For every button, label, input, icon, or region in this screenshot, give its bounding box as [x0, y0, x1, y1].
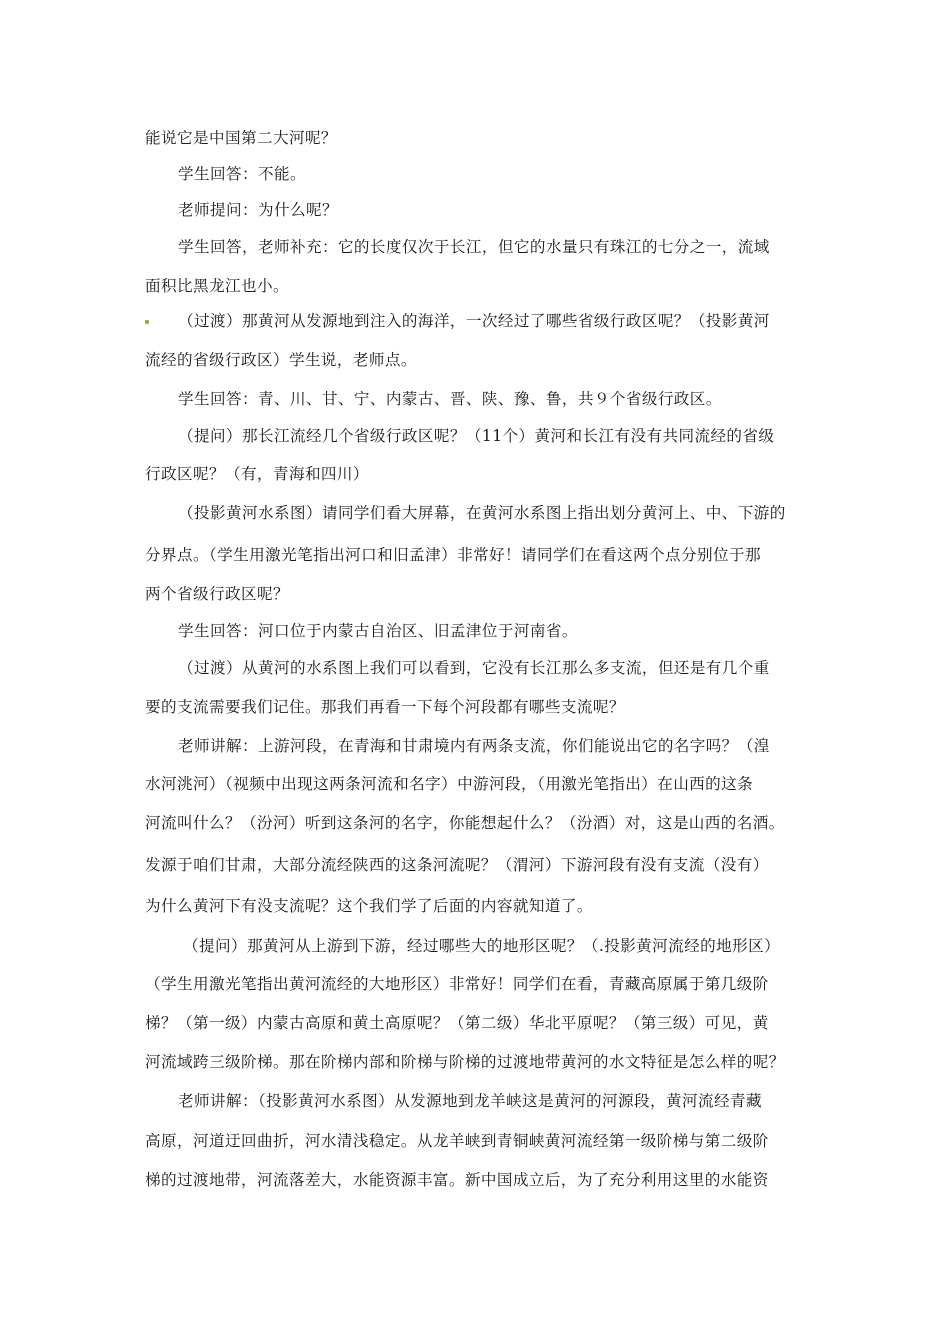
text-line: （学生用激光笔指出黄河流经的大地形区）非常好！同学们在看，青藏高原属于第几级阶	[145, 975, 769, 993]
text-line: 学生回答：不能。	[178, 165, 306, 183]
text-line: 学生回答：青、川、甘、宁、内蒙古、晋、陕、豫、鲁，共９个省级行政区。	[178, 390, 722, 408]
text-line: 流经的省级行政区）学生说，老师点。	[145, 351, 417, 369]
text-line: 河流域跨三级阶梯。那在阶梯内部和阶梯与阶梯的过渡地带黄河的水文特征是怎么样的呢？	[145, 1053, 785, 1071]
text-line: 水河洮河）（视频中出现这两条河流和名字）中游河段，（用激光笔指出）在山西的这条	[145, 775, 754, 793]
margin-dot-mark	[145, 320, 149, 324]
text-line: 老师讲解：（投影黄河水系图）从发源地到龙羊峡这是黄河的河源段，黄河流经青藏	[178, 1092, 762, 1110]
text-line: （提问）那黄河从上游到下游，经过哪些大的地形区呢？（.投影黄河流经的地形区）	[183, 937, 781, 955]
text-line: 梯的过渡地带，河流落差大，水能资源丰富。新中国成立后，为了充分利用这里的水能资	[145, 1171, 769, 1189]
text-line: （过渡）那黄河从发源地到注入的海洋，一次经过了哪些省级行政区呢？（投影黄河	[178, 312, 770, 330]
text-line: 学生回答：河口位于内蒙古自治区、旧孟津位于河南省。	[178, 622, 578, 640]
text-line: 河流叫什么？（汾河）听到这条河的名字，你能想起什么？（汾酒）对，这是山西的名酒。	[145, 814, 785, 832]
text-line: 老师讲解：上游河段，在青海和甘肃境内有两条支流，你们能说出它的名字吗？（湟	[178, 737, 770, 755]
text-line: 为什么黄河下有没支流呢？这个我们学了后面的内容就知道了。	[145, 897, 593, 915]
text-line: 行政区呢？（有，青海和四川）	[145, 465, 369, 483]
text-line: （投影黄河水系图）请同学们看大屏幕，在黄河水系图上指出划分黄河上、中、下游的	[178, 504, 786, 522]
text-line: 要的支流需要我们记住。那我们再看一下每个河段都有哪些支流呢？	[145, 698, 625, 716]
text-line: 老师提问：为什么呢？	[178, 201, 338, 219]
text-line: 能说它是中国第二大河呢？	[145, 129, 337, 147]
text-line: 发源于咱们甘肃，大部分流经陕西的这条河流呢？（渭河）下游河段有没有支流（没有）	[145, 856, 769, 874]
text-line: （提问）那长江流经几个省级行政区呢？（11个）黄河和长江有没有共同流经的省级	[178, 427, 775, 445]
text-line: 学生回答，老师补充：它的长度仅次于长江，但它的水量只有珠江的七分之一，流域	[178, 238, 770, 256]
text-line: 两个省级行政区呢？	[145, 585, 289, 603]
text-line: 高原，河道迂回曲折，河水清浅稳定。从龙羊峡到青铜峡黄河流经第一级阶梯与第二级阶	[145, 1132, 769, 1150]
text-line: 面积比黑龙江也小。	[145, 277, 289, 295]
text-line: 梯？（第一级）内蒙古高原和黄土高原呢？（第二级）华北平原呢？（第三级）可见，黄	[145, 1014, 769, 1032]
text-line: 分界点。（学生用激光笔指出河口和旧孟津）非常好！请同学们在看这两个点分别位于那	[145, 546, 761, 564]
text-line: （过渡）从黄河的水系图上我们可以看到，它没有长江那么多支流，但还是有几个重	[178, 659, 770, 677]
